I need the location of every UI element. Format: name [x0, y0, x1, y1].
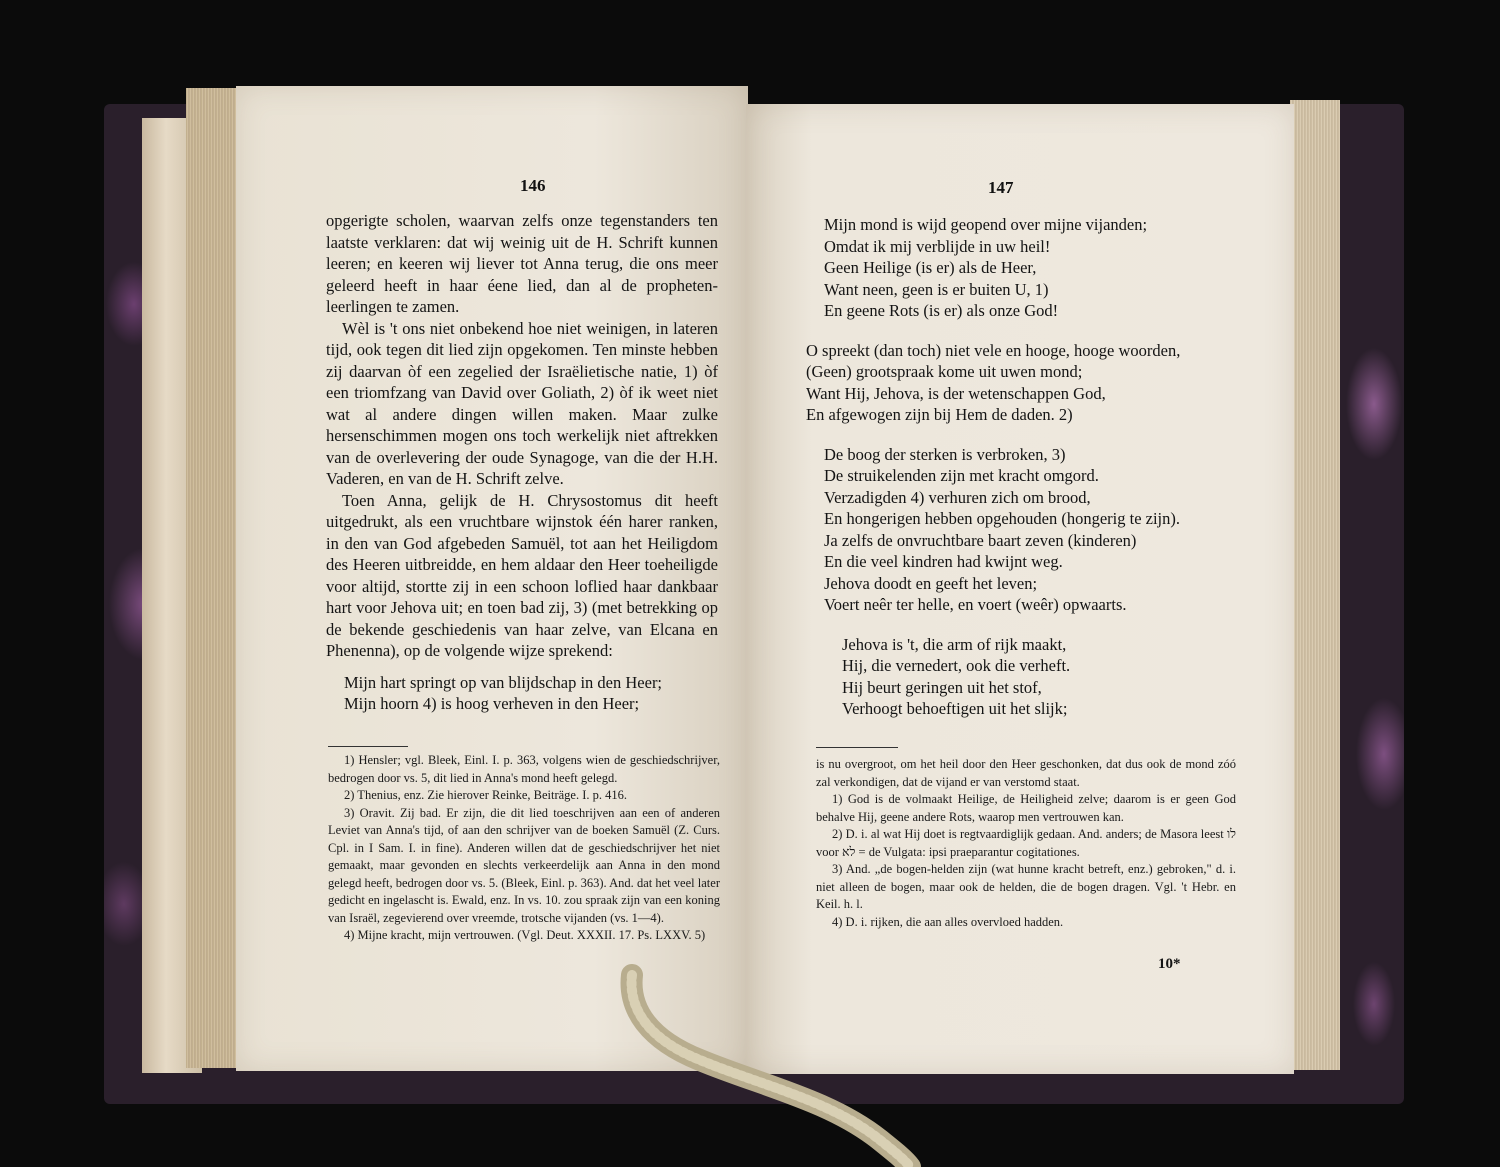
footnote-rule-left: [328, 746, 408, 747]
verse-line: Verhoogt behoeftigen uit het slijk;: [842, 699, 1068, 718]
verse-line: O spreekt (dan toch) niet vele en hooge, hooge woorden,: [806, 340, 1181, 360]
footnote-continuation: is nu overgroot, om het heil door den Heer geschonken, dat dus ook de mond zóó zal verkondigen, dat de vijand er van verstomd staat.: [816, 757, 1236, 789]
verse-line: Mijn hart springt op van blijdschap in den Heer;: [344, 672, 663, 692]
verse-line: Jehova doodt en geeft het leven;: [824, 573, 1038, 593]
verse-line: Mijn mond is wijd geopend over mijne vijanden;: [824, 215, 1148, 234]
footnote: 3) Oravit. Zij bad. Er zijn, die dit lied toeschrijven aan een of anderen Leviet van Anna's tijd, of aan den schrijver van de boeken Samuël (Z. Curs. Cpl. in I Sam. I. in fine). Anderen willen dat de geschiedschrijver het niet gemaakt, maar gevonden en slechts verkeerdelijk aan Anna in den mond gelegd heeft, bedrogen door vs. 5. (Bleek, Einl. p. 363). And. dat het veel later gedicht en ingelascht is. Ewald, enz. In vs. 10. zou spraak zijn van een koning van Israël, zegevierend over vreemde, trotsche vijanden (vs. 1—4).: [328, 805, 720, 925]
stanza-2: [806, 340, 1246, 426]
signature-mark: 10*: [1158, 956, 1181, 972]
verse-line: En afgewogen zijn bij Hem de daden. 2): [806, 405, 1073, 424]
stanza-1: [806, 214, 1246, 322]
footnote-rule-right: [816, 747, 898, 748]
page-number-left: 146: [520, 176, 546, 195]
verse-line: Jehova is 't, die arm of rijk maakt,: [842, 634, 1067, 654]
footnote: 2) D. i. al wat Hij doet is regtvaardiglijk gedaan. And. anders; de Masora leest לו voor לא = de Vulgata: ipsi praeparantur cogitationes.: [816, 827, 1236, 859]
paragraph-3: Toen Anna, gelijk de H. Chrysostomus dit heeft uitgedrukt, als een vruchtbare wijnstok één harer ranken, in den van God afgebeden Samuël, tot aan het Heiligdom des Heeren uitbreidde, en hem aldaar den Heer toeheiligde voor altijd, stortte zij in een schoon loflied haar dankbaar hart voor Jehova uit; en toen bad zij, 3) (met betrekking op de bekende geschiedenis van haar zelve, van Elcana en Phenenna), op de volgende wijze sprekend:: [326, 490, 718, 660]
right-body-text: [806, 214, 1246, 720]
page-number-right: 147: [988, 178, 1014, 197]
verse-block-left: [326, 672, 718, 715]
stanza-3: [806, 444, 1246, 616]
verse-line: Geen Heilige (is er) als de Heer,: [824, 258, 1037, 277]
verse-line: Mijn hoorn 4) is hoog verheven in den Heer;: [344, 694, 640, 713]
verse-line: De struikelenden zijn met kracht omgord.: [824, 466, 1099, 485]
paragraph-2: Wèl is 't ons niet onbekend hoe niet weinigen, in lateren tijd, ook tegen dit lied zijn opgekomen. Ten minste hebben zij daarvan òf een zegelied der Israëlietische natie, 1) òf een triomfzang van David over Goliath, 2) òf ik weet niet wat al andere dingen willen maken. Maar zulke hersenschimmen mogen ons toch werkelijk niet aftrekken van de overlevering der oude Synagoge, van die der H.H. Vaderen, en van de H. Schrift zelve.: [326, 318, 718, 488]
verse-line: Ja zelfs de onvruchtbare baart zeven (kinderen): [824, 530, 1137, 550]
verse-line: (Geen) grootspraak kome uit uwen mond;: [806, 362, 1083, 381]
left-footnotes: [328, 752, 720, 945]
footnote: 4) D. i. rijken, die aan alles overvloed hadden.: [832, 914, 1064, 929]
verse-line: En geene Rots (is er) als onze God!: [824, 301, 1059, 320]
verse-line: De boog der sterken is verbroken, 3): [824, 444, 1066, 464]
footnote: 2) Thenius, enz. Zie hierover Reinke, Beiträge. I. p. 416.: [344, 788, 628, 802]
verse-line: Omdat ik mij verblijde in uw heil!: [824, 236, 1051, 256]
verse-line: Want neen, geen is er buiten U, 1): [824, 279, 1049, 299]
left-body-text: [326, 210, 718, 715]
paragraph-1: opgerigte scholen, waarvan zelfs onze tegenstanders ten laatste verklaren: dat wij weinig uit de H. Schrift kunnen leeren; en keeren wij liever tot Anna terug, die ons meer geleerd heeft in haar éene lied, dan al de propheten-leerlingen te zamen.: [326, 211, 718, 316]
verse-line: Hij, die vernedert, ook die verheft.: [842, 656, 1071, 675]
verse-line: Verzadigden 4) verhuren zich om brood,: [824, 487, 1091, 507]
footnote: 1) Hensler; vgl. Bleek, Einl. I. p. 363, volgens wien de geschiedschrijver, bedrogen door vs. 5, dit lied in Anna's mond heeft gelegd.: [328, 753, 720, 785]
right-footnotes: [816, 756, 1236, 931]
left-page: [236, 86, 748, 1071]
right-page: [746, 104, 1294, 1074]
footnote: 4) Mijne kracht, mijn vertrouwen. (Vgl. Deut. XXXII. 17. Ps. LXXV. 5): [344, 928, 706, 942]
verse-line: En hongerigen hebben opgehouden (hongerig te zijn).: [824, 509, 1181, 528]
right-page-edges: [1290, 100, 1340, 1070]
verse-line: Want Hij, Jehova, is der wetenschappen God,: [806, 383, 1106, 403]
verse-line: Hij beurt geringen uit het stof,: [842, 677, 1042, 697]
stanza-4: [806, 634, 1246, 720]
verse-line: Voert neêr ter helle, en voert (weêr) opwaarts.: [824, 595, 1127, 614]
footnote: 3) And. „de bogen-helden zijn (wat hunne kracht betreft, enz.) gebroken," d. i. niet alleen de bogen, maar ook de helden, die de bogen dragen. Vgl. 't Hebr. en Keil. h. l.: [816, 862, 1236, 911]
verse-line: En die veel kindren had kwijnt weg.: [824, 552, 1063, 571]
footnote: 1) God is de volmaakt Heilige, de Heiligheid zelve; daarom is er geen God behalve Hij, geene andere Rots, waarop men vertrouwen kan.: [816, 792, 1236, 824]
